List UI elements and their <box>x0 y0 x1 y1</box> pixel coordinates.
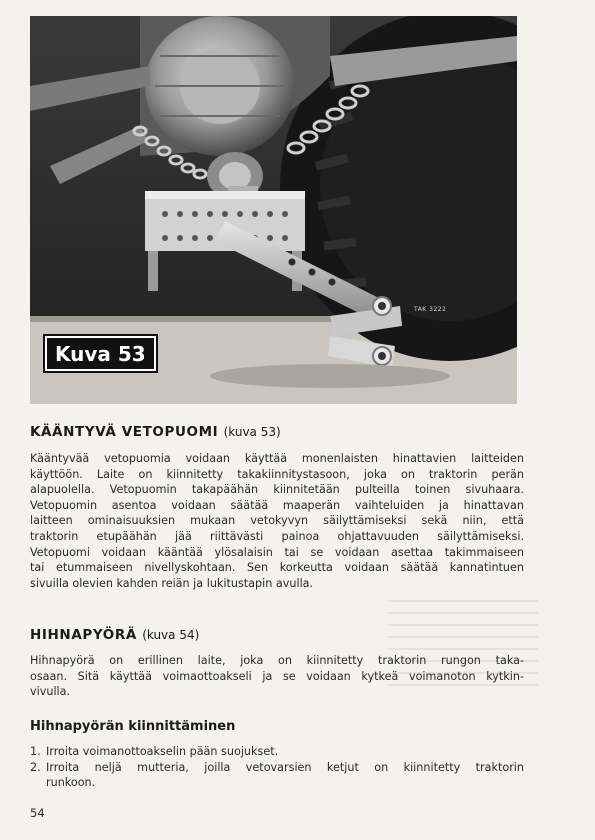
text-line: vivulla. <box>30 685 71 699</box>
list-item-text: runkoon. <box>46 776 96 790</box>
paragraph-hihnapyora <box>30 653 524 700</box>
instruction-list <box>30 744 524 791</box>
heading-figure-ref: (kuva 54) <box>142 628 200 642</box>
list-item-text: Irroita neljä mutteria, joilla vetovarsien ketjut on kiinnitetty traktorin <box>46 760 524 774</box>
paragraph-vetopuomi <box>30 451 524 591</box>
list-item <box>30 744 524 760</box>
heading-text: KÄÄNTYVÄ VETOPUOMI <box>30 424 219 440</box>
text-line: sivuilla olevien kahden reiän ja lukitustapin avulla. <box>30 576 314 590</box>
subheading-kiinnittaminen: Hihnapyörän kiinnittäminen <box>30 719 236 734</box>
text-line: Vetopuomi voidaan kääntää ylösalaisin tai se voidaan asettaa takimmaiseen <box>30 545 524 559</box>
figure-photo <box>30 16 517 404</box>
section-heading-vetopuomi <box>30 424 281 440</box>
section-heading-hihnapyora <box>30 627 199 643</box>
page-number: 54 <box>30 806 45 820</box>
text-line: Hihnapyörä on erillinen laite, joka on kiinnitetty traktorin rungon taka- <box>30 654 524 667</box>
photo-code: TAK 3222 <box>414 306 447 313</box>
heading-figure-ref: (kuva 53) <box>223 425 281 439</box>
list-item-number: 1. <box>30 745 41 758</box>
text-line: Kääntyvää vetopuomia voidaan käyttää monenlaisten hinattavien laitteiden <box>30 452 524 465</box>
heading-text: HIHNAPYÖRÄ <box>30 627 137 643</box>
text-line: Vetopuomin asentoa voidaan säätää maaperän vaihteluiden ja hinattavan <box>30 498 524 512</box>
text-line: laitteen ominaisuuksien mukaan vetokyvyn säilyttämiseksi sekä niin, että <box>30 514 524 528</box>
figure-label: Kuva 53 <box>45 336 156 371</box>
text-line: käyttöön. Laite on kiinnitetty takakiinnitystasoon, joka on traktorin perän <box>30 467 524 481</box>
list-item-text: Irroita voimanottoakselin pään suojukset. <box>46 745 279 758</box>
list-item <box>30 760 524 791</box>
text-line: traktorin etupäähän jää riittävästi painoa ohjattavuuden säilyttämiseksi. <box>30 529 524 543</box>
text-line: alapuolella. Vetopuomin takapäähän kiinnitetään pulteilla toinen sivuhaara. <box>30 483 524 497</box>
list-item-number: 2. <box>30 760 41 774</box>
text-line: tai etummaiseen nivellyskohtaan. Sen korkeutta voidaan säätää kannatintuen <box>30 561 524 575</box>
text-line: osaan. Sitä käyttää voimaottoakseli ja se voidaan kytkeä voimanoton kytkin- <box>30 669 524 683</box>
